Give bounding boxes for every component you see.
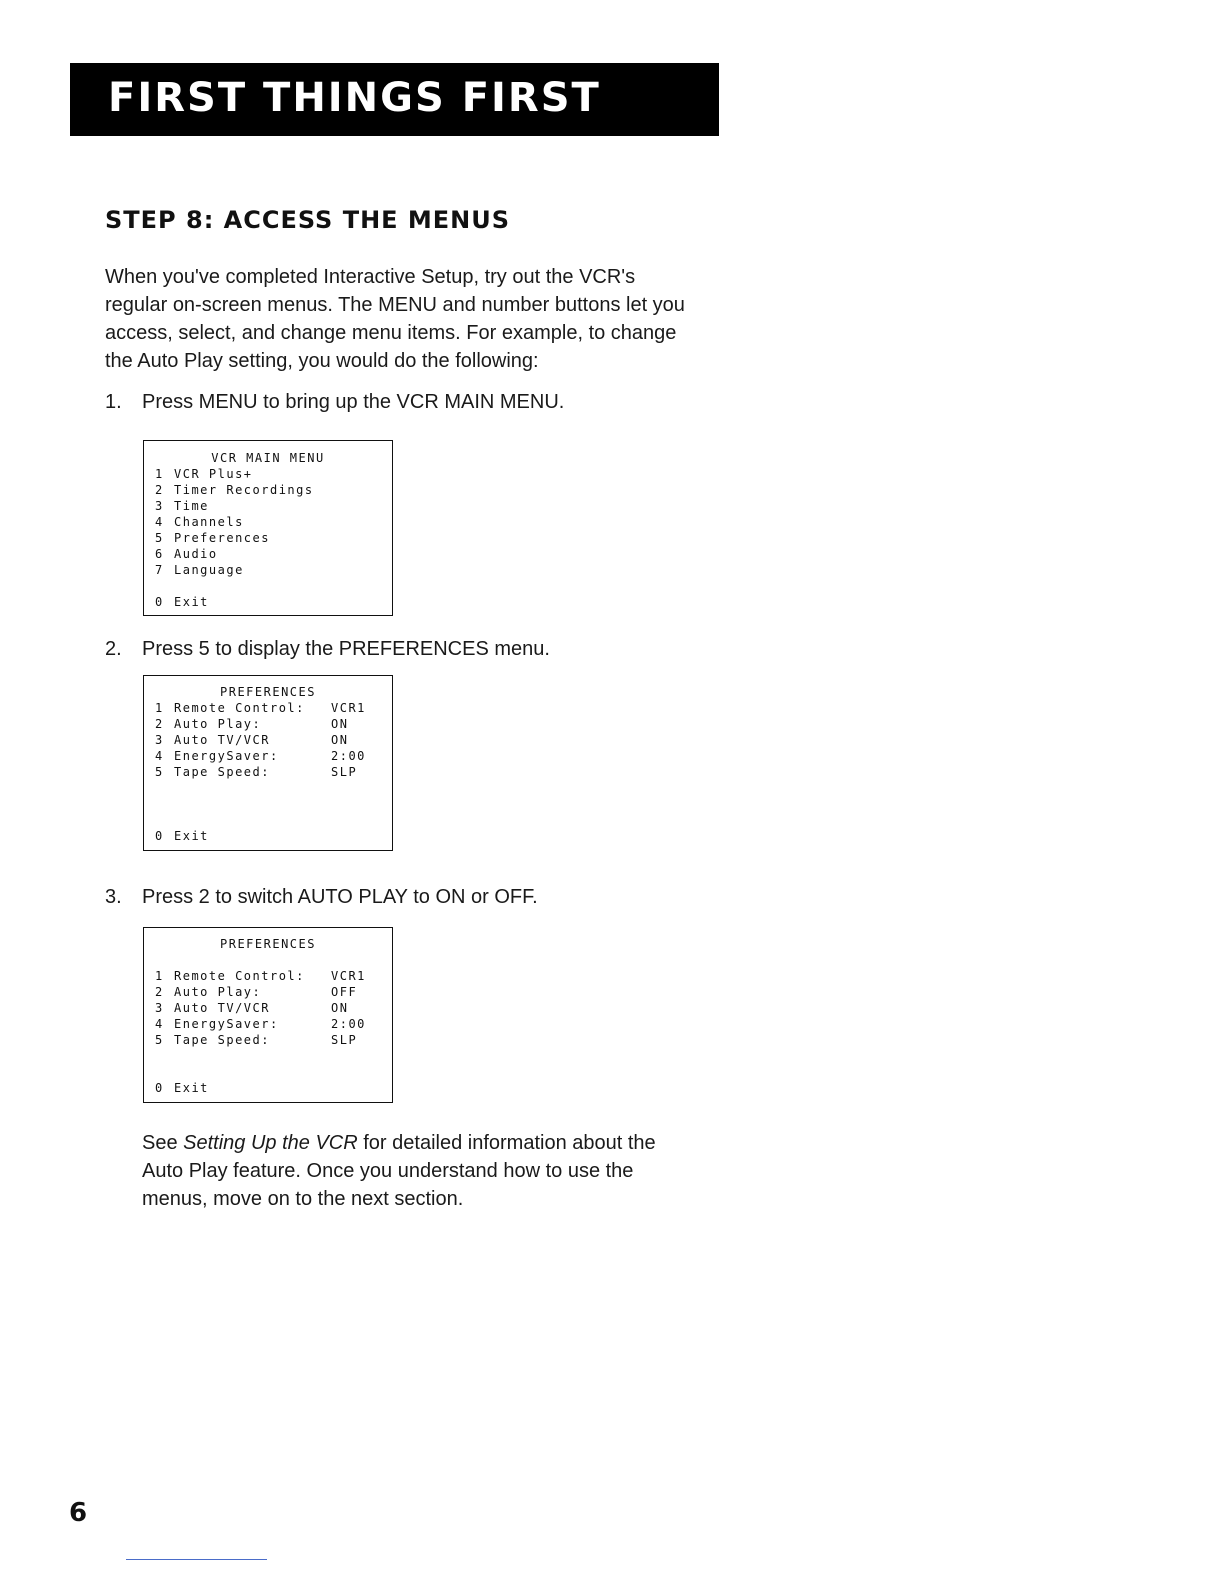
menu-item-number: 3 — [155, 733, 164, 747]
menu-item-value: SLP — [331, 1033, 358, 1047]
menu-item-value: VCR1 — [331, 701, 366, 715]
menu-item — [155, 498, 209, 514]
vcr-main-menu-screen — [143, 440, 393, 616]
step-text: Press 5 to display the PREFERENCES menu. — [142, 638, 550, 660]
menu-item-label: Channels — [174, 515, 244, 529]
menu-item-value: OFF — [331, 985, 358, 999]
step-1 — [105, 388, 564, 416]
menu-item — [155, 748, 366, 764]
menu-item — [155, 716, 349, 732]
menu-item-number: 1 — [155, 701, 164, 715]
menu-item-label: Timer Recordings — [174, 483, 314, 497]
menu-item-label: Auto TV/VCR — [174, 1001, 270, 1015]
menu-item-value: ON — [331, 733, 349, 747]
menu-item — [155, 1032, 358, 1048]
intro-paragraph — [105, 263, 745, 375]
menu-item-number: 3 — [155, 1001, 164, 1015]
menu-item-number: 4 — [155, 1017, 164, 1031]
menu-item-value: 2:00 — [331, 1017, 366, 1031]
screen-title: VCR MAIN MENU — [211, 451, 325, 465]
menu-item-label: Preferences — [174, 531, 270, 545]
menu-item-number: 4 — [155, 515, 164, 529]
menu-item — [155, 764, 358, 780]
screen-title: PREFERENCES — [220, 685, 316, 699]
menu-item-number: 0 — [155, 595, 164, 609]
menu-item-label: Auto Play: — [174, 717, 262, 731]
menu-exit — [155, 1080, 209, 1096]
menu-item-number: 2 — [155, 985, 164, 999]
chapter-title: FIRST THINGS FIRST — [108, 75, 601, 121]
step-heading: STEP 8: ACCESS THE MENUS — [105, 206, 511, 234]
see-also-line-3: menus, move on to the next section. — [142, 1188, 464, 1210]
menu-item — [155, 732, 349, 748]
menu-item-label: Exit — [174, 1081, 209, 1095]
menu-item-value: ON — [331, 717, 349, 731]
intro-line: the Auto Play setting, you would do the following: — [105, 350, 539, 372]
menu-item — [155, 530, 270, 546]
menu-item-label: EnergySaver: — [174, 749, 279, 763]
menu-item-label: Remote Control: — [174, 969, 305, 983]
menu-item — [155, 482, 314, 498]
step-text: Press MENU to bring up the VCR MAIN MENU. — [142, 391, 565, 413]
menu-item-number: 1 — [155, 467, 164, 481]
menu-item-label: Tape Speed: — [174, 765, 270, 779]
menu-item-number: 0 — [155, 829, 164, 843]
menu-item-value: 2:00 — [331, 749, 366, 763]
see-also-suffix: for detailed information about the — [357, 1132, 656, 1154]
preferences-screen-off — [143, 927, 393, 1103]
menu-item — [155, 562, 244, 578]
menu-item-label: Audio — [174, 547, 218, 561]
menu-item — [155, 700, 366, 716]
menu-item-label: Auto Play: — [174, 985, 262, 999]
intro-line: access, select, and change menu items. For example, to change — [105, 322, 677, 344]
menu-item-label: Tape Speed: — [174, 1033, 270, 1047]
menu-item-number: 7 — [155, 563, 164, 577]
chapter-banner — [70, 63, 719, 136]
menu-item-number: 4 — [155, 749, 164, 763]
menu-item-number: 5 — [155, 1033, 164, 1047]
preferences-screen-on — [143, 675, 393, 851]
menu-item-value: VCR1 — [331, 969, 366, 983]
screen-title: PREFERENCES — [220, 937, 316, 951]
page-number: 6 — [69, 1498, 88, 1528]
menu-item — [155, 546, 218, 562]
step-3 — [105, 883, 538, 911]
menu-item — [155, 1016, 366, 1032]
see-also-prefix: See — [142, 1132, 184, 1154]
menu-item-label: VCR Plus+ — [174, 467, 253, 481]
menu-item-number: 6 — [155, 547, 164, 561]
menu-item — [155, 1000, 349, 1016]
menu-item-number: 2 — [155, 717, 164, 731]
menu-item-label: Exit — [174, 595, 209, 609]
menu-item-value: SLP — [331, 765, 358, 779]
see-also-line-1 — [142, 1129, 742, 1157]
menu-item-number: 2 — [155, 483, 164, 497]
menu-item-label: EnergySaver: — [174, 1017, 279, 1031]
menu-item-value: ON — [331, 1001, 349, 1015]
menu-item — [155, 968, 366, 984]
cross-reference-title: Setting Up the VCR — [183, 1132, 358, 1154]
menu-item-number: 1 — [155, 969, 164, 983]
intro-line: When you've completed Interactive Setup, try out the VCR's — [105, 266, 636, 288]
menu-item-number: 3 — [155, 499, 164, 513]
menu-item — [155, 466, 253, 482]
see-also-paragraph — [142, 1129, 742, 1213]
step-number: 2. — [105, 638, 122, 660]
intro-line: regular on-screen menus. The MENU and number buttons let you — [105, 294, 685, 316]
menu-item-label: Language — [174, 563, 244, 577]
step-2 — [105, 635, 550, 663]
footer-rule — [126, 1559, 267, 1560]
step-number: 3. — [105, 886, 122, 908]
menu-item-number: 5 — [155, 531, 164, 545]
menu-item-number: 0 — [155, 1081, 164, 1095]
menu-item — [155, 514, 244, 530]
menu-exit — [155, 594, 209, 610]
menu-item-label: Remote Control: — [174, 701, 305, 715]
menu-item — [155, 984, 358, 1000]
see-also-line-2: Auto Play feature. Once you understand how to use the — [142, 1160, 634, 1182]
menu-item-label: Exit — [174, 829, 209, 843]
menu-item-label: Time — [174, 499, 209, 513]
menu-item-label: Auto TV/VCR — [174, 733, 270, 747]
step-text: Press 2 to switch AUTO PLAY to ON or OFF. — [142, 886, 538, 908]
menu-exit — [155, 828, 209, 844]
step-number: 1. — [105, 391, 122, 413]
menu-item-number: 5 — [155, 765, 164, 779]
